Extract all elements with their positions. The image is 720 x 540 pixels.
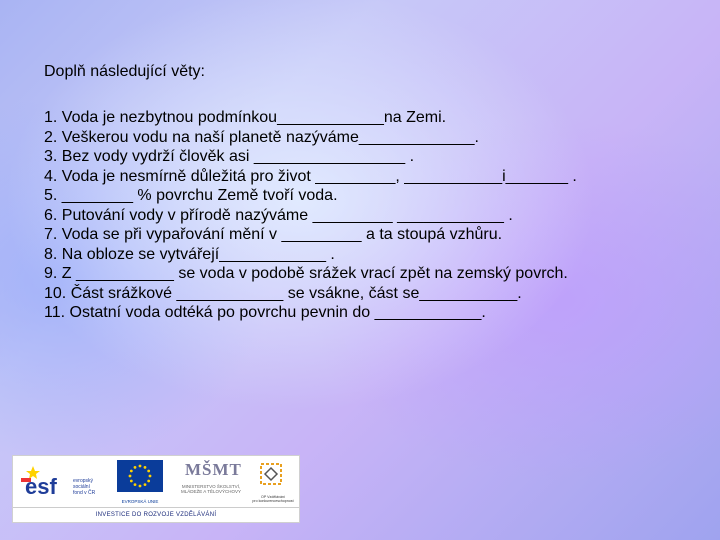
sentence-9: 9. Z ___________ se voda v podobě srážek vrací zpět na zemský povrch.	[44, 265, 568, 282]
op-vk-logo-icon	[251, 460, 291, 490]
sentence-3: 3. Bez vody vydrží člověk asi _________________ .	[44, 148, 415, 165]
msmt-logo-icon: MŠMT	[185, 460, 242, 479]
eu-logo	[117, 460, 167, 506]
worksheet-heading: Doplň následující věty:	[44, 63, 205, 80]
msmt-logo	[177, 460, 245, 506]
eu-star	[147, 470, 150, 473]
eu-star	[129, 475, 132, 478]
sentence-5: 5. ________ % povrchu Země tvoří voda.	[44, 187, 338, 204]
eu-star	[130, 480, 133, 483]
op-vk-logo	[251, 460, 295, 506]
eu-star	[134, 466, 137, 469]
esf-text-1: evropský	[73, 478, 94, 484]
eu-star	[134, 483, 137, 486]
esf-text-3: fond v ČR	[73, 490, 96, 496]
sentence-7: 7. Voda se při vypařování mění v _________ a ta stoupá vzhůru.	[44, 226, 503, 243]
eu-text: EVROPSKÁ UNIE	[121, 499, 159, 504]
msmt-text-2: MLÁDEŽE A TĚLOVÝCHOVY	[181, 489, 241, 494]
funding-banner: INVESTICE DO ROZVOJE VZDĚLÁVÁNÍ	[13, 507, 299, 522]
eu-star	[144, 466, 147, 469]
sentence-1: 1. Voda je nezbytnou podmínkou____________na Zemi.	[44, 109, 447, 126]
esf-text-2: sociální	[73, 484, 90, 490]
sentence-6: 6. Putování vody v přírodě nazýváme _________ ____________ .	[44, 206, 513, 224]
sentence-4: 4. Voda je nesmírně důležitá pro život _________, ___________i_______ .	[44, 167, 577, 185]
eu-star	[130, 470, 133, 473]
sentence-2: 2. Veškerou vodu na naší planetě nazýváme_____________.	[44, 128, 479, 146]
sentence-10: 10. Část srážkové ____________ se vsákne, část se___________.	[44, 284, 522, 302]
funding-logos-strip	[12, 455, 300, 523]
eu-star	[139, 465, 142, 468]
eu-star	[139, 485, 142, 488]
sentence-11: 11. Ostatní voda odtéká po povrchu pevnin do ____________.	[44, 304, 486, 321]
sentence-8: 8. Na obloze se vytvářejí____________ .	[44, 245, 335, 263]
op-text-2: pro konkurenceschopnost	[252, 499, 294, 504]
op-text-1: OP Vzdělávání	[261, 495, 285, 499]
eu-star	[147, 480, 150, 483]
eu-star	[144, 483, 147, 486]
eu-star	[149, 475, 152, 478]
worksheet	[44, 62, 704, 323]
esf-logo	[19, 460, 109, 506]
eu-flag-icon	[117, 460, 163, 492]
msmt-text-1: MINISTERSTVO ŠKOLSTVÍ,	[181, 484, 241, 489]
esf-mark: esf	[25, 474, 57, 499]
sentence-list	[44, 108, 704, 323]
